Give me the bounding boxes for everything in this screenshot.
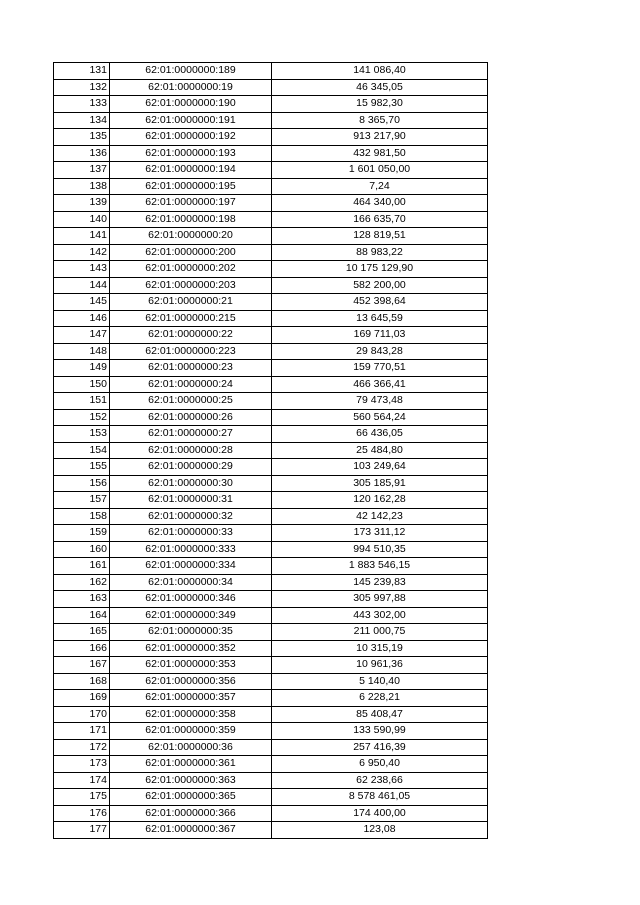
cadastral-number-cell: 62:01:0000000:366 — [110, 805, 272, 822]
cadastral-value-cell: 15 982,30 — [272, 96, 488, 113]
cadastral-number-cell: 62:01:0000000:26 — [110, 409, 272, 426]
table-row — [54, 195, 488, 212]
row-number-cell: 132 — [54, 79, 110, 96]
cadastral-value-cell: 6 228,21 — [272, 690, 488, 707]
table-row — [54, 79, 488, 96]
row-number-cell: 173 — [54, 756, 110, 773]
table-row — [54, 376, 488, 393]
row-number-cell: 165 — [54, 624, 110, 641]
cadastral-number-cell: 62:01:0000000:202 — [110, 261, 272, 278]
row-number-cell: 136 — [54, 145, 110, 162]
cadastral-value-cell: 7,24 — [272, 178, 488, 195]
cadastral-number-cell: 62:01:0000000:29 — [110, 459, 272, 476]
cadastral-number-cell: 62:01:0000000:352 — [110, 640, 272, 657]
cadastral-value-cell: 25 484,80 — [272, 442, 488, 459]
row-number-cell: 141 — [54, 228, 110, 245]
cadastral-value-cell: 120 162,28 — [272, 492, 488, 509]
cadastral-value-cell: 173 311,12 — [272, 525, 488, 542]
row-number-cell: 164 — [54, 607, 110, 624]
cadastral-number-cell: 62:01:0000000:200 — [110, 244, 272, 261]
table-row — [54, 360, 488, 377]
row-number-cell: 176 — [54, 805, 110, 822]
cadastral-value-cell: 443 302,00 — [272, 607, 488, 624]
row-number-cell: 156 — [54, 475, 110, 492]
row-number-cell: 168 — [54, 673, 110, 690]
cadastral-number-cell: 62:01:0000000:19 — [110, 79, 272, 96]
cadastral-number-cell: 62:01:0000000:28 — [110, 442, 272, 459]
table-row — [54, 442, 488, 459]
cadastral-number-cell: 62:01:0000000:23 — [110, 360, 272, 377]
table-row — [54, 558, 488, 575]
cadastral-number-cell: 62:01:0000000:333 — [110, 541, 272, 558]
cadastral-value-cell: 257 416,39 — [272, 739, 488, 756]
cadastral-value-cell: 8 578 461,05 — [272, 789, 488, 806]
cadastral-value-cell: 432 981,50 — [272, 145, 488, 162]
cadastral-value-cell: 42 142,23 — [272, 508, 488, 525]
table-row — [54, 624, 488, 641]
table-row — [54, 162, 488, 179]
row-number-cell: 135 — [54, 129, 110, 146]
row-number-cell: 142 — [54, 244, 110, 261]
cadastral-value-cell: 6 950,40 — [272, 756, 488, 773]
table-row — [54, 294, 488, 311]
cadastral-number-cell: 62:01:0000000:367 — [110, 822, 272, 839]
cadastral-number-cell: 62:01:0000000:34 — [110, 574, 272, 591]
table-row — [54, 310, 488, 327]
row-number-cell: 172 — [54, 739, 110, 756]
cadastral-value-cell: 141 086,40 — [272, 63, 488, 80]
cadastral-value-cell: 305 997,88 — [272, 591, 488, 608]
cadastral-number-cell: 62:01:0000000:193 — [110, 145, 272, 162]
row-number-cell: 161 — [54, 558, 110, 575]
cadastral-value-cell: 62 238,66 — [272, 772, 488, 789]
row-number-cell: 177 — [54, 822, 110, 839]
row-number-cell: 148 — [54, 343, 110, 360]
table-row — [54, 706, 488, 723]
table-row — [54, 393, 488, 410]
cadastral-number-cell: 62:01:0000000:189 — [110, 63, 272, 80]
row-number-cell: 166 — [54, 640, 110, 657]
cadastral-number-cell: 62:01:0000000:358 — [110, 706, 272, 723]
cadastral-value-table — [53, 62, 488, 839]
cadastral-value-cell: 1 601 050,00 — [272, 162, 488, 179]
cadastral-number-cell: 62:01:0000000:361 — [110, 756, 272, 773]
row-number-cell: 159 — [54, 525, 110, 542]
row-number-cell: 138 — [54, 178, 110, 195]
cadastral-number-cell: 62:01:0000000:192 — [110, 129, 272, 146]
cadastral-value-cell: 913 217,90 — [272, 129, 488, 146]
row-number-cell: 150 — [54, 376, 110, 393]
row-number-cell: 170 — [54, 706, 110, 723]
cadastral-value-cell: 123,08 — [272, 822, 488, 839]
table-row — [54, 129, 488, 146]
cadastral-number-cell: 62:01:0000000:36 — [110, 739, 272, 756]
table-row — [54, 640, 488, 657]
table-row — [54, 244, 488, 261]
cadastral-value-cell: 66 436,05 — [272, 426, 488, 443]
table-row — [54, 772, 488, 789]
row-number-cell: 143 — [54, 261, 110, 278]
row-number-cell: 145 — [54, 294, 110, 311]
table-row — [54, 525, 488, 542]
table-row — [54, 409, 488, 426]
cadastral-number-cell: 62:01:0000000:195 — [110, 178, 272, 195]
table-row — [54, 673, 488, 690]
cadastral-value-cell: 79 473,48 — [272, 393, 488, 410]
table-row — [54, 607, 488, 624]
row-number-cell: 131 — [54, 63, 110, 80]
row-number-cell: 154 — [54, 442, 110, 459]
table-row — [54, 228, 488, 245]
table-row — [54, 657, 488, 674]
row-number-cell: 144 — [54, 277, 110, 294]
row-number-cell: 171 — [54, 723, 110, 740]
cadastral-number-cell: 62:01:0000000:215 — [110, 310, 272, 327]
cadastral-value-cell: 85 408,47 — [272, 706, 488, 723]
row-number-cell: 137 — [54, 162, 110, 179]
cadastral-value-cell: 29 843,28 — [272, 343, 488, 360]
cadastral-value-cell: 8 365,70 — [272, 112, 488, 129]
table-row — [54, 459, 488, 476]
cadastral-value-cell: 88 983,22 — [272, 244, 488, 261]
row-number-cell: 153 — [54, 426, 110, 443]
table-row — [54, 805, 488, 822]
cadastral-value-cell: 5 140,40 — [272, 673, 488, 690]
cadastral-value-cell: 10 961,36 — [272, 657, 488, 674]
row-number-cell: 152 — [54, 409, 110, 426]
row-number-cell: 133 — [54, 96, 110, 113]
cadastral-number-cell: 62:01:0000000:349 — [110, 607, 272, 624]
row-number-cell: 149 — [54, 360, 110, 377]
cadastral-value-cell: 46 345,05 — [272, 79, 488, 96]
table-row — [54, 723, 488, 740]
cadastral-number-cell: 62:01:0000000:31 — [110, 492, 272, 509]
table-row — [54, 756, 488, 773]
cadastral-value-cell: 452 398,64 — [272, 294, 488, 311]
row-number-cell: 134 — [54, 112, 110, 129]
cadastral-value-cell: 10 175 129,90 — [272, 261, 488, 278]
row-number-cell: 151 — [54, 393, 110, 410]
cadastral-number-cell: 62:01:0000000:198 — [110, 211, 272, 228]
table-row — [54, 591, 488, 608]
row-number-cell: 174 — [54, 772, 110, 789]
table-row — [54, 492, 488, 509]
row-number-cell: 139 — [54, 195, 110, 212]
cadastral-value-cell: 466 366,41 — [272, 376, 488, 393]
table-row — [54, 789, 488, 806]
table-body — [54, 63, 488, 839]
cadastral-number-cell: 62:01:0000000:20 — [110, 228, 272, 245]
cadastral-number-cell: 62:01:0000000:25 — [110, 393, 272, 410]
cadastral-value-cell: 1 883 546,15 — [272, 558, 488, 575]
table-row — [54, 63, 488, 80]
table-row — [54, 178, 488, 195]
table-row — [54, 96, 488, 113]
cadastral-number-cell: 62:01:0000000:190 — [110, 96, 272, 113]
table-row — [54, 475, 488, 492]
row-number-cell: 157 — [54, 492, 110, 509]
cadastral-number-cell: 62:01:0000000:194 — [110, 162, 272, 179]
table-row — [54, 211, 488, 228]
cadastral-number-cell: 62:01:0000000:357 — [110, 690, 272, 707]
table-row — [54, 574, 488, 591]
table-row — [54, 327, 488, 344]
table-row — [54, 112, 488, 129]
cadastral-value-cell: 128 819,51 — [272, 228, 488, 245]
cadastral-number-cell: 62:01:0000000:203 — [110, 277, 272, 294]
row-number-cell: 146 — [54, 310, 110, 327]
cadastral-value-cell: 13 645,59 — [272, 310, 488, 327]
table-row — [54, 426, 488, 443]
cadastral-number-cell: 62:01:0000000:353 — [110, 657, 272, 674]
table-row — [54, 541, 488, 558]
row-number-cell: 175 — [54, 789, 110, 806]
cadastral-value-cell: 560 564,24 — [272, 409, 488, 426]
cadastral-number-cell: 62:01:0000000:197 — [110, 195, 272, 212]
cadastral-number-cell: 62:01:0000000:346 — [110, 591, 272, 608]
cadastral-number-cell: 62:01:0000000:33 — [110, 525, 272, 542]
table-row — [54, 261, 488, 278]
row-number-cell: 140 — [54, 211, 110, 228]
cadastral-number-cell: 62:01:0000000:32 — [110, 508, 272, 525]
table-row — [54, 690, 488, 707]
cadastral-number-cell: 62:01:0000000:30 — [110, 475, 272, 492]
row-number-cell: 167 — [54, 657, 110, 674]
row-number-cell: 155 — [54, 459, 110, 476]
cadastral-number-cell: 62:01:0000000:24 — [110, 376, 272, 393]
cadastral-value-cell: 174 400,00 — [272, 805, 488, 822]
cadastral-value-cell: 145 239,83 — [272, 574, 488, 591]
cadastral-value-cell: 133 590,99 — [272, 723, 488, 740]
table-row — [54, 739, 488, 756]
cadastral-value-cell: 169 711,03 — [272, 327, 488, 344]
table-row — [54, 822, 488, 839]
cadastral-number-cell: 62:01:0000000:35 — [110, 624, 272, 641]
row-number-cell: 158 — [54, 508, 110, 525]
table-row — [54, 508, 488, 525]
cadastral-value-cell: 211 000,75 — [272, 624, 488, 641]
cadastral-number-cell: 62:01:0000000:223 — [110, 343, 272, 360]
table-row — [54, 343, 488, 360]
cadastral-number-cell: 62:01:0000000:22 — [110, 327, 272, 344]
row-number-cell: 162 — [54, 574, 110, 591]
cadastral-value-cell: 10 315,19 — [272, 640, 488, 657]
cadastral-number-cell: 62:01:0000000:365 — [110, 789, 272, 806]
cadastral-value-cell: 159 770,51 — [272, 360, 488, 377]
row-number-cell: 147 — [54, 327, 110, 344]
cadastral-value-cell: 166 635,70 — [272, 211, 488, 228]
cadastral-value-cell: 103 249,64 — [272, 459, 488, 476]
cadastral-number-cell: 62:01:0000000:359 — [110, 723, 272, 740]
cadastral-value-cell: 305 185,91 — [272, 475, 488, 492]
cadastral-value-cell: 994 510,35 — [272, 541, 488, 558]
row-number-cell: 163 — [54, 591, 110, 608]
cadastral-number-cell: 62:01:0000000:21 — [110, 294, 272, 311]
cadastral-value-cell: 582 200,00 — [272, 277, 488, 294]
cadastral-value-cell: 464 340,00 — [272, 195, 488, 212]
cadastral-number-cell: 62:01:0000000:334 — [110, 558, 272, 575]
cadastral-number-cell: 62:01:0000000:363 — [110, 772, 272, 789]
table-row — [54, 277, 488, 294]
cadastral-number-cell: 62:01:0000000:191 — [110, 112, 272, 129]
row-number-cell: 160 — [54, 541, 110, 558]
table-row — [54, 145, 488, 162]
cadastral-number-cell: 62:01:0000000:27 — [110, 426, 272, 443]
cadastral-number-cell: 62:01:0000000:356 — [110, 673, 272, 690]
row-number-cell: 169 — [54, 690, 110, 707]
